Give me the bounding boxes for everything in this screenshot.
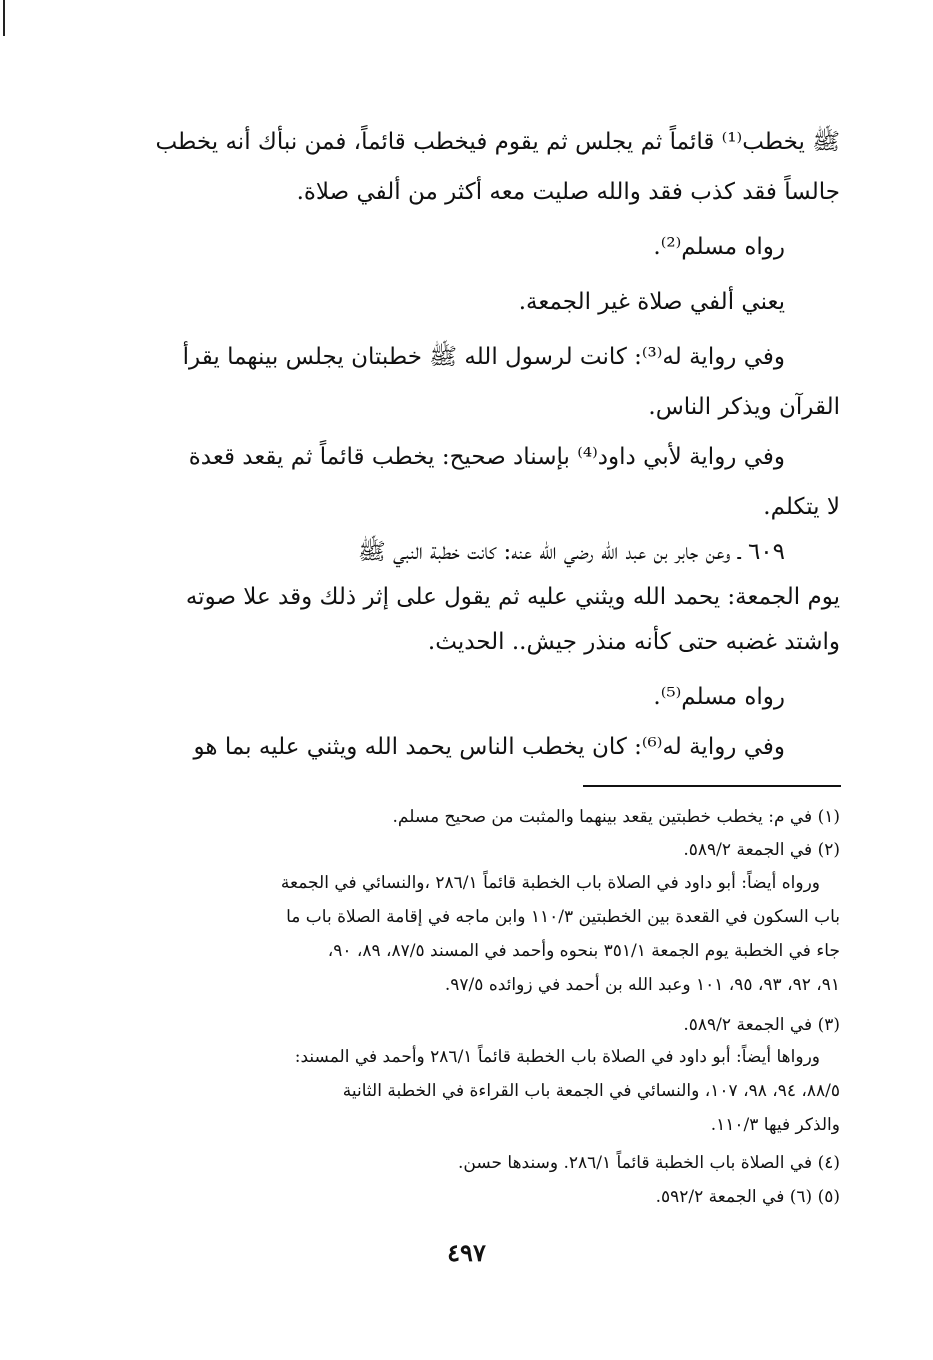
page-number: ٤٩٧: [447, 1238, 486, 1267]
body-line: رواه مسلم⁽²⁾.: [653, 234, 785, 260]
body-line: جالساً فقد كذب فقد والله صليت معه أكثر من ألفي صلاة.: [296, 179, 840, 205]
footnote-line: ورواها أيضاً: أبو داود في الصلاة باب الخطبة قائماً ٢٨٦/١ وأحمد في المسند:: [294, 1047, 820, 1067]
body-line: واشتد غضبه حتى كأنه منذر جيش.. الحديث.: [427, 629, 840, 655]
scan-edge-mark: [3, 0, 5, 36]
footnote-line: ورواه أيضاً: أبو داود في الصلاة باب الخطبة قائماً ٢٨٦/١ ،والنسائي في الجمعة: [280, 873, 820, 893]
body-line: القرآن ويذكر الناس.: [648, 394, 840, 420]
footnote-line: والذكر فيها ١١٠/٣.: [710, 1115, 840, 1135]
body-line: وفي رواية لأبي داود⁽⁴⁾ بإسناد صحيح: يخطب قائماً ثم يقعد قعدة: [188, 444, 785, 470]
footnote-line: ٨٨/٥، ٩٤، ٩٨، ١٠٧، والنسائي في الجمعة باب القراءة في الخطبة الثانية: [342, 1081, 840, 1101]
footnote-line: (٥) (٦) في الجمعة ٥٩٢/٢.: [655, 1187, 840, 1207]
body-line: يوم الجمعة: يحمد الله ويثني عليه ثم يقول على إثر ذلك وقد علا صوته: [185, 584, 840, 610]
body-line: ﷺ يخطب⁽¹⁾ قائماً ثم يجلس ثم يقوم فيخطب قائماً، فمن نبأك أنه يخطب: [155, 129, 840, 155]
footnote-line: (١) في م: يخطب خطبتين يقعد بينهما والمثبت من صحيح مسلم.: [392, 807, 840, 827]
body-line: رواه مسلم⁽⁵⁾.: [653, 684, 785, 710]
footnote-line: جاء في الخطبة يوم الجمعة ٣٥١/١ بنحوه وأحمد في المسند ٨٧/٥، ٨٩، ٩٠،: [327, 941, 840, 961]
body-line: يعني ألفي صلاة غير الجمعة.: [518, 289, 785, 315]
footnote-line: (٣) في الجمعة ٥٨٩/٢.: [683, 1015, 840, 1035]
footnote-separator: [583, 785, 841, 787]
footnote-line: (٢) في الجمعة ٥٨٩/٢.: [683, 840, 840, 860]
footnote-line: ٩١، ٩٢، ٩٣، ٩٥، ١٠١ وعبد الله بن أحمد في زوائده ٩٧/٥.: [444, 975, 840, 995]
body-line: لا يتكلم.: [763, 494, 840, 520]
body-line: وفي رواية له⁽³⁾: كانت لرسول الله ﷺ خطبتان يجلس بينهما يقرأ: [182, 344, 785, 370]
body-line: وفي رواية له⁽⁶⁾: كان يخطب الناس يحمد الله ويثني عليه بما هو: [193, 734, 785, 760]
body-line: ٦٠٩ ـ وعن جابر بن عبد الله رضي الله عنه: كانت خطبة النبي ﷺ: [357, 539, 785, 565]
footnote-line: باب السكون في القعدة بين الخطبتين ١١٠/٣ وابن ماجه في إقامة الصلاة باب ما: [286, 907, 840, 927]
footnote-line: (٤) في الصلاة باب الخطبة قائماً ٢٨٦/١. وسندها حسن.: [457, 1153, 840, 1173]
